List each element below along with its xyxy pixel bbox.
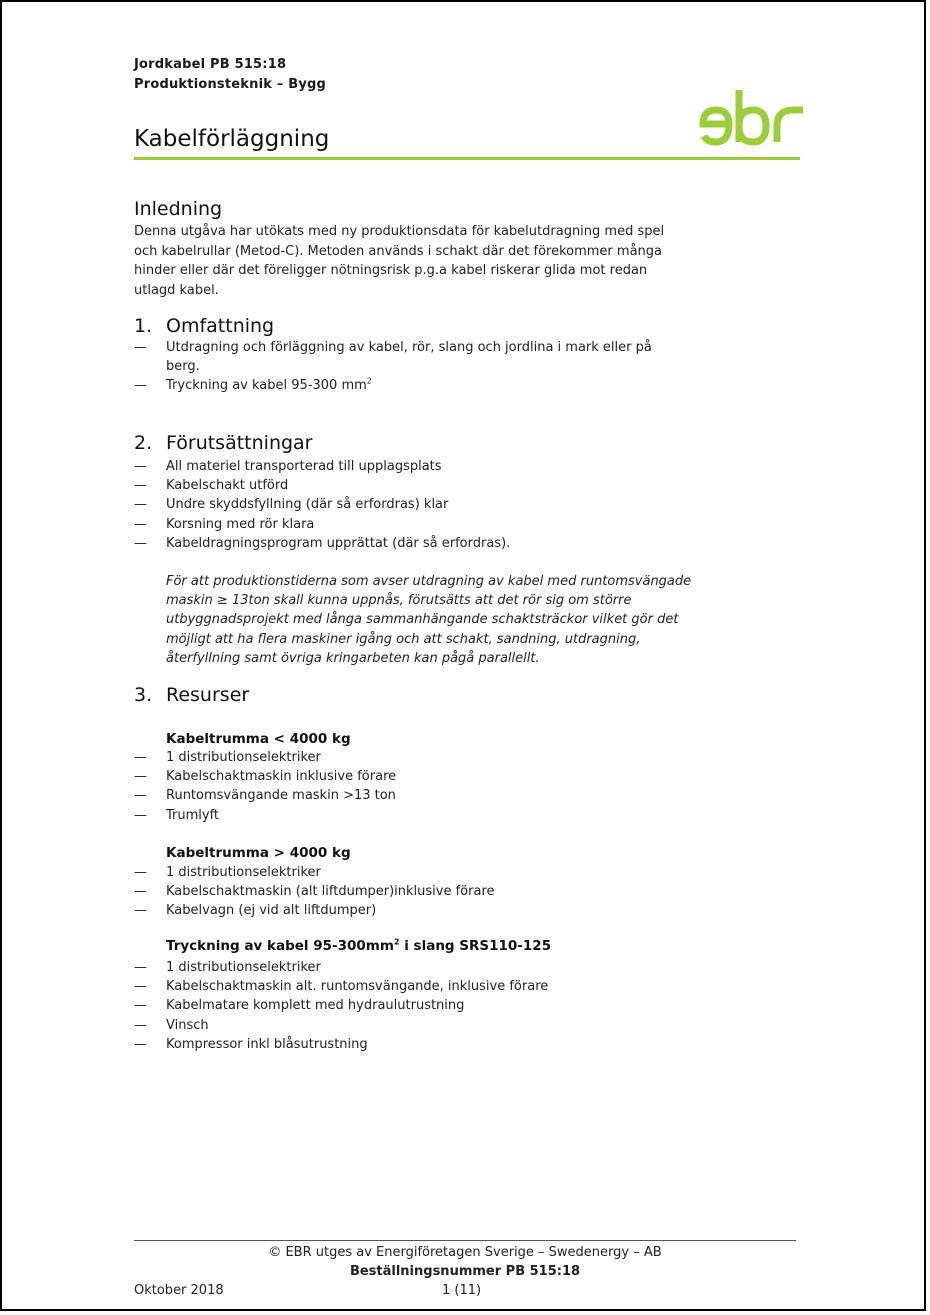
note-line: återfyllning samt övriga kringarbeten kan pågå parallellt. bbox=[166, 650, 540, 666]
list-item: — All materiel transporterad till upplagsplats bbox=[134, 457, 814, 476]
section-1-heading bbox=[134, 315, 274, 337]
dash-bullet: — bbox=[134, 788, 147, 804]
dash-bullet: — bbox=[134, 516, 147, 532]
dash-bullet: — bbox=[134, 1017, 147, 1033]
footer-copyright: © EBR utges av Energiföretagen Sverige – Swedenergy – AB bbox=[268, 1245, 662, 1260]
dash-bullet: — bbox=[134, 497, 147, 513]
list-item-continuation: berg. bbox=[166, 359, 200, 375]
list-item: — Utdragning och förläggning av kabel, rör, slang och jordlina i mark eller på bbox=[134, 338, 814, 357]
list-item: — Kabeldragningsprogram upprättat (där så erfordras). bbox=[134, 534, 814, 553]
section-2-heading bbox=[134, 432, 313, 454]
note-line: utbyggnadsprojekt med långa sammanhängande schaktsträckor vilket gör det bbox=[166, 612, 679, 628]
dash-bullet: — bbox=[134, 865, 147, 880]
resource-group-heading: Kabeltrumma < 4000 kg bbox=[166, 731, 351, 747]
section-title: Omfattning bbox=[166, 315, 275, 337]
section-number: 3. bbox=[134, 684, 153, 706]
footer-order-number: Beställningsnummer PB 515:18 bbox=[349, 1264, 581, 1279]
list-item: — Kabelschaktmaskin alt. runtomsvängande, inklusive förare bbox=[134, 977, 814, 996]
list-item: — Trumlyft bbox=[134, 806, 814, 825]
list-item: — Kabelmatare komplett med hydraulutrustning bbox=[134, 996, 814, 1015]
dash-bullet: — bbox=[134, 769, 147, 785]
section-3-heading bbox=[134, 684, 249, 706]
list-item: — 1 distributionselektriker bbox=[134, 863, 814, 882]
intro-heading: Inledning bbox=[134, 198, 223, 220]
list-item: — Kompressor inkl blåsutrustning bbox=[134, 1035, 814, 1054]
dash-bullet: — bbox=[134, 807, 147, 823]
note-line: För att produktionstiderna som avser utdragning av kabel med runtomsvängade bbox=[166, 574, 692, 589]
list-item: — Runtomsvängande maskin >13 ton bbox=[134, 786, 814, 805]
intro-line: och kabelrullar (Metod-C). Metoden används i schakt där det förekommer många bbox=[134, 243, 662, 259]
section-2-note bbox=[166, 572, 816, 668]
section-number: 2. bbox=[134, 432, 153, 454]
note-line: maskin ≥ 13ton skall kunna uppnås, förutsätts att det rör sig om större bbox=[166, 593, 632, 609]
dash-bullet: — bbox=[134, 750, 147, 765]
intro-line: hinder eller där det föreligger nötningsrisk p.g.a kabel riskerar glida mot redan bbox=[134, 263, 648, 278]
section-2-list bbox=[134, 457, 814, 553]
title-underline bbox=[134, 157, 800, 160]
resource-group-list bbox=[134, 863, 814, 921]
list-item: — Kabelschakt utförd bbox=[134, 476, 814, 495]
dash-bullet: — bbox=[134, 903, 147, 919]
section-number: 1. bbox=[134, 315, 153, 337]
dash-bullet: — bbox=[134, 478, 147, 494]
list-item: — Kabelvagn (ej vid alt liftdumper) bbox=[134, 901, 814, 920]
dash-bullet: — bbox=[134, 884, 147, 900]
intro-line: Denna utgåva har utökats med ny produktionsdata för kabelutdragning med spel bbox=[134, 224, 665, 239]
list-item: — Kabelschaktmaskin inklusive förare bbox=[134, 767, 814, 786]
resource-group-heading: Tryckning av kabel $95-300mm^2$ i slang SRS110-125 bbox=[166, 937, 552, 954]
dash-bullet: — bbox=[134, 1036, 147, 1052]
section-title: Resurser bbox=[166, 684, 250, 706]
list-item: — Vinsch bbox=[134, 1016, 814, 1035]
list-item: — Kabelschaktmaskin (alt liftdumper)inklusive förare bbox=[134, 882, 814, 901]
dash-bullet: — bbox=[134, 459, 147, 474]
resource-group-heading: Kabeltrumma > 4000 kg bbox=[166, 845, 351, 861]
list-item: — 1 distributionselektriker bbox=[134, 958, 814, 977]
list-item: — Tryckning av kabel 95-300 $mm^2$ bbox=[134, 376, 814, 395]
dash-bullet: — bbox=[134, 979, 147, 995]
page-title: Kabelförläggning bbox=[134, 126, 330, 152]
doc-code: Jordkabel PB 515:18 bbox=[134, 57, 287, 72]
ebr-logo bbox=[699, 84, 809, 154]
dash-bullet: — bbox=[134, 535, 147, 551]
section-1-list bbox=[134, 338, 814, 396]
resource-group-list bbox=[134, 748, 814, 825]
list-item: — Undre skyddsfyllning (där så erfordras) klar bbox=[134, 495, 814, 514]
doc-category: Produktionsteknik – Bygg bbox=[134, 77, 327, 92]
list-item: — 1 distributionselektriker bbox=[134, 748, 814, 767]
dash-bullet: — bbox=[134, 960, 147, 975]
dash-bullet: — bbox=[134, 998, 147, 1014]
note-line: möjligt att ha flera maskiner igång och att schakt, sandning, utdragning, bbox=[166, 631, 641, 647]
footer-date: Oktober 2018 bbox=[134, 1283, 224, 1298]
dash-bullet: — bbox=[134, 378, 147, 394]
intro-paragraph bbox=[134, 222, 804, 300]
intro-line: utlagd kabel. bbox=[134, 282, 219, 298]
footer-divider bbox=[134, 1240, 796, 1241]
page-number: 1 (11) bbox=[442, 1283, 482, 1298]
dash-bullet: — bbox=[134, 340, 147, 355]
section-title: Förutsättningar bbox=[166, 432, 313, 454]
list-item: — Korsning med rör klara bbox=[134, 515, 814, 534]
resource-group-list bbox=[134, 958, 814, 1054]
